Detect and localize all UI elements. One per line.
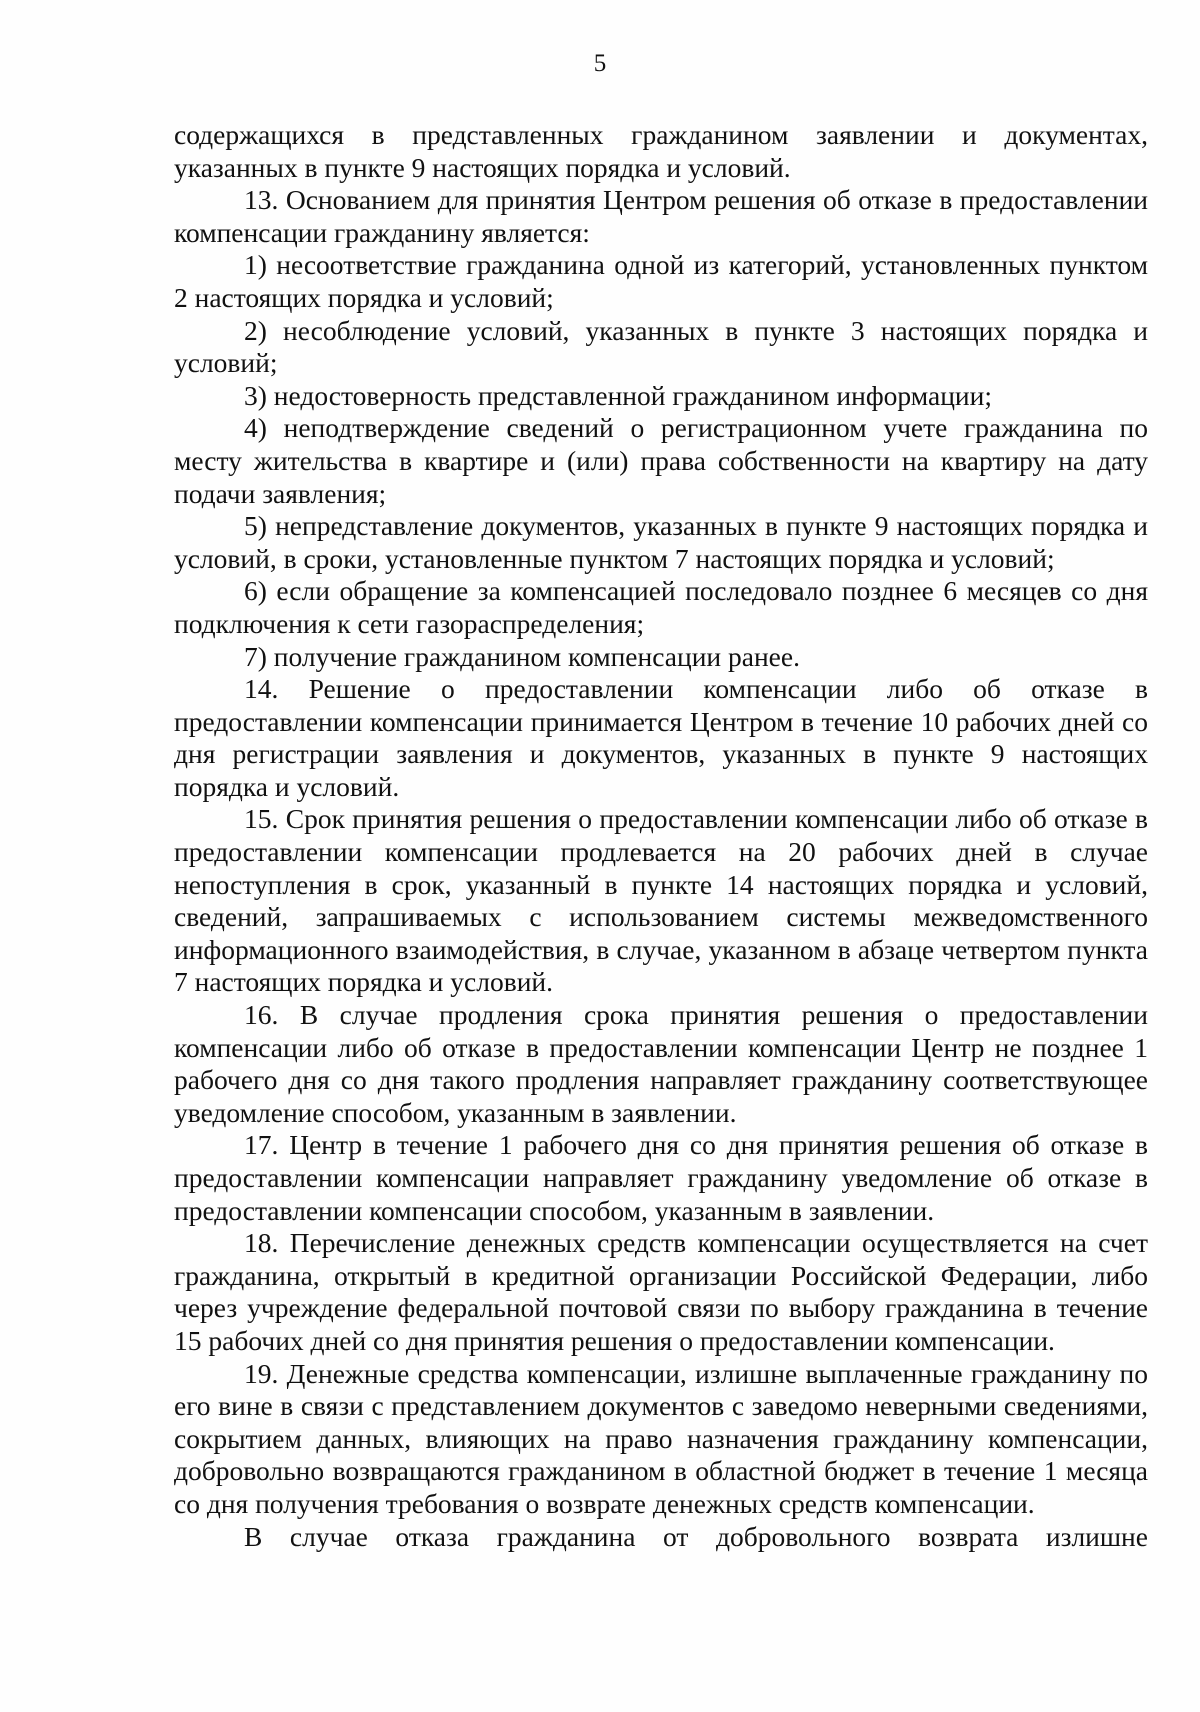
list-item-6: 6) если обращение за компенсацией последовало позднее 6 месяцев со дня подключения к сети газораспределения; xyxy=(174,575,1148,639)
paragraph-19-refusal: В случае отказа гражданина от добровольного возврата излишне xyxy=(244,1520,1148,1552)
paragraph-17: 17. Центр в течение 1 рабочего дня со дня принятия решения об отказе в предоставлении компенсации направляет гражданину уведомление об отказе в предоставлении компенсации способом, указанным в заявлении. xyxy=(174,1129,1148,1226)
list-item-7: 7) получение гражданином компенсации ранее. xyxy=(244,640,800,672)
paragraph-19: 19. Денежные средства компенсации, излишне выплаченные гражданину по его вине в связи с представлением документов с заведомо неверными сведениями, сокрытием данных, влияющих на право назначения гражданину компенсации, добровольно возвращаются гражданином в областной бюджет в течение 1 месяца со дня получения требования о возврате денежных средств компенсации. xyxy=(174,1357,1148,1519)
list-item-3: 3) недостоверность представленной гражданином информации; xyxy=(244,379,992,411)
paragraph-16: 16. В случае продления срока принятия решения о предоставлении компенсации либо об отказе в предоставлении компенсации Центр не позднее 1 рабочего дня со дня такого продления направляет гражданину соответствующее уведомление способом, указанным в заявлении. xyxy=(174,999,1148,1128)
list-item-1: 1) несоответствие гражданина одной из категорий, установленных пунктом 2 настоящих порядка и условий; xyxy=(174,249,1148,313)
list-item-5: 5) непредставление документов, указанных в пункте 9 настоящих порядка и условий, в сроки, установленные пунктом 7 настоящих порядка и условий; xyxy=(174,510,1148,574)
paragraph-13: 13. Основанием для принятия Центром решения об отказе в предоставлении компенсации гражданину является: xyxy=(174,184,1148,248)
list-item-2: 2) несоблюдение условий, указанных в пункте 3 настоящих порядка и условий; xyxy=(174,314,1148,379)
document-body xyxy=(174,119,1148,1553)
page-number: 5 xyxy=(593,50,607,77)
paragraph-18: 18. Перечисление денежных средств компенсации осуществляется на счет гражданина, открытый в кредитной организации Российской Федерации, либо через учреждение федеральной почтовой связи по выбору гражданина в течение 15 рабочих дней со дня принятия решения о предоставлении компенсации. xyxy=(174,1227,1148,1356)
paragraph-continuation: содержащихся в представленных гражданином заявлении и документах, указанных в пункте 9 настоящих порядка и условий. xyxy=(174,119,1148,183)
paragraph-15: 15. Срок принятия решения о предоставлении компенсации либо об отказе в предоставлении компенсации продлевается на 20 рабочих дней в случае непоступления в срок, указанный в пункте 14 настоящих порядка и условий, сведений, запрашиваемых с использованием системы межведомственного информационного взаимодействия, в случае, указанном в абзаце четвертом пункта 7 настоящих порядка и условий. xyxy=(174,803,1148,998)
list-item-4: 4) неподтверждение сведений о регистрационном учете гражданина по месту жительства в квартире и (или) права собственности на квартиру на дату подачи заявления; xyxy=(174,412,1148,509)
paragraph-14: 14. Решение о предоставлении компенсации либо об отказе в предоставлении компенсации принимается Центром в течение 10 рабочих дней со дня регистрации заявления и документов, указанных в пункте 9 настоящих порядка и условий. xyxy=(174,673,1148,802)
